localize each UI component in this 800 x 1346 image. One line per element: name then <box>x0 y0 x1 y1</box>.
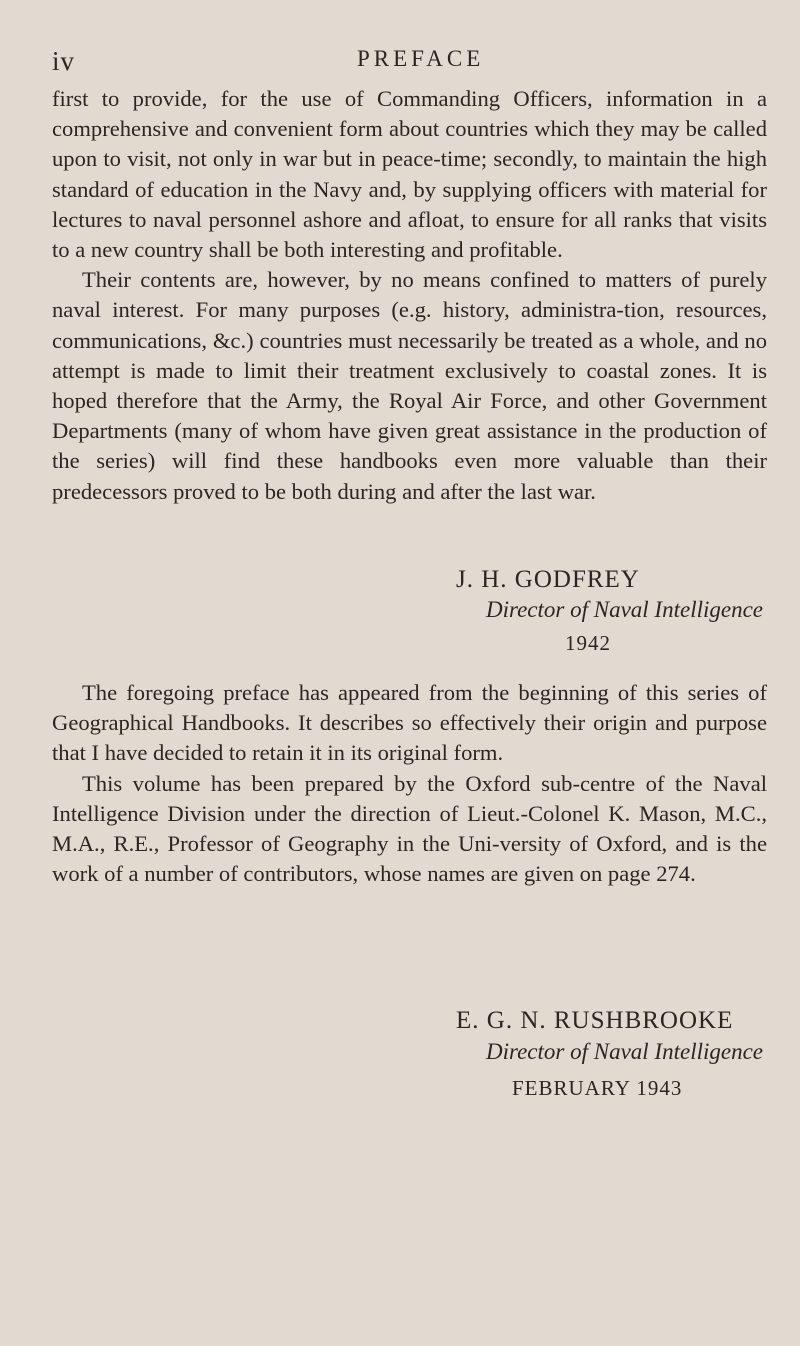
signatory-title-1: Director of Naval Intelligence <box>486 597 763 622</box>
page-header <box>52 46 770 80</box>
preface-section-1 <box>52 84 767 507</box>
paragraph: The foregoing preface has appeared from the beginning of this series of Geographical Handbooks. It describes so effectively their origin and purpose that I have decided to retain it in its original form. <box>52 680 767 766</box>
paragraph: Their contents are, however, by no means confined to matters of purely naval interest. For many purposes (e.g. history, administra-tion, resources, communications, &c.) countries must necessarily be treated as a whole, and no attempt is made to limit their treatment exclusively to coastal zones. It is hoped therefore that the Army, the Royal Air Force, and other Government Departments (many of whom have given great assistance in the production of the series) will find these handbooks even more valuable than their predecessors proved to be both during and after the last war. <box>52 267 767 504</box>
paragraph: first to provide, for the use of Commanding Officers, information in a comprehensive and convenient form about countries which they may be called upon to visit, not only in war but in peace-time; secondly, to maintain the high standard of education in the Navy and, by supplying officers with material for lectures to naval personnel ashore and afloat, to ensure for all ranks that visits to a new country shall be both interesting and profitable. <box>52 86 767 263</box>
page-number: iv <box>52 46 76 76</box>
signatory-title-2: Director of Naval Intelligence <box>486 1039 763 1064</box>
signatory-name-2: E. G. N. RUSHBROOKE <box>456 1007 734 1034</box>
running-head: PREFACE <box>357 46 485 71</box>
paragraph: This volume has been prepared by the Oxford sub-centre of the Naval Intelligence Division under the direction of Lieut.-Colonel K. Mason, M.C., M.A., R.E., Professor of Geography in the Uni-versity of Oxford, and is the work of a number of contributors, whose names are given on page 274. <box>52 770 767 887</box>
preface-section-2 <box>52 678 767 889</box>
signatory-name-1: J. H. GODFREY <box>456 566 640 593</box>
signature-date-1: 1942 <box>565 631 611 655</box>
signature-date-2: FEBRUARY 1943 <box>512 1076 683 1100</box>
